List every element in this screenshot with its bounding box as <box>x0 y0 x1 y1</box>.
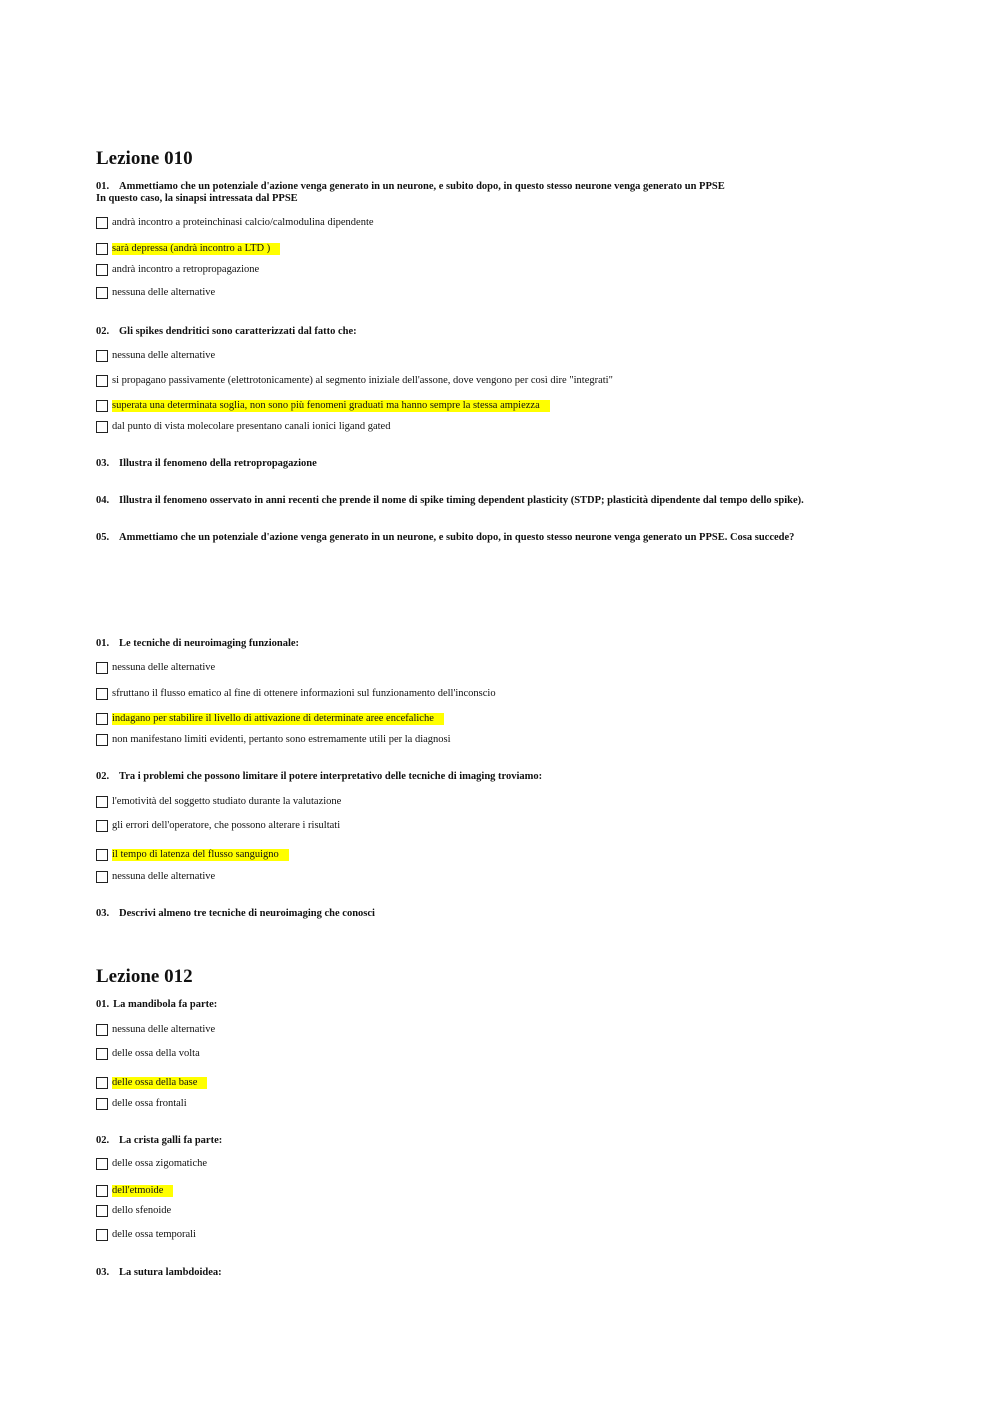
checkbox[interactable] <box>96 688 108 700</box>
checkbox[interactable] <box>96 1024 108 1036</box>
question-text: Gli spikes dendritici sono caratterizzati dal fatto che: <box>119 326 357 337</box>
checkbox[interactable] <box>96 1205 108 1217</box>
option-text: nessuna delle alternative <box>112 287 216 298</box>
question-number: 01. <box>96 638 110 649</box>
question-text: Tra i problemi che possono limitare il potere interpretativo delle tecniche di imaging troviamo: <box>119 771 543 782</box>
option-text: dello sfenoide <box>112 1205 172 1216</box>
checkbox[interactable] <box>96 871 108 883</box>
option-text: nessuna delle alternative <box>112 350 216 361</box>
checkbox[interactable] <box>96 243 108 255</box>
option-text: gli errori dell'operatore, che possono alterare i risultati <box>112 820 341 831</box>
question-number: 05. <box>96 532 110 543</box>
checkbox[interactable] <box>96 350 108 362</box>
answer-option-highlighted[interactable] <box>96 242 280 256</box>
question-text: La crista galli fa parte: <box>119 1135 223 1146</box>
answer-option[interactable] <box>96 286 217 300</box>
option-text: delle ossa zigomatiche <box>112 1158 208 1169</box>
option-text: delle ossa frontali <box>112 1098 187 1109</box>
question-heading <box>96 1135 222 1147</box>
lesson-title: Lezione 012 <box>96 966 193 987</box>
question-heading <box>96 181 725 193</box>
checkbox[interactable] <box>96 1048 108 1060</box>
answer-option[interactable] <box>96 1157 209 1171</box>
checkbox[interactable] <box>96 662 108 674</box>
checkbox[interactable] <box>96 849 108 861</box>
answer-option[interactable] <box>96 661 217 675</box>
checkbox[interactable] <box>96 1185 108 1197</box>
question-heading <box>96 458 317 470</box>
option-text: nessuna delle alternative <box>112 871 216 882</box>
question-number: 01. <box>96 999 110 1010</box>
question-text: Illustra il fenomeno osservato in anni recenti che prende il nome di spike timing dependent plasticity (STDP; plasticità dipendente dal tempo dello spike). <box>119 495 804 506</box>
answer-option[interactable] <box>96 795 343 809</box>
question-heading <box>96 999 217 1011</box>
question-heading <box>96 495 804 507</box>
checkbox[interactable] <box>96 820 108 832</box>
answer-option[interactable] <box>96 374 615 388</box>
checkbox[interactable] <box>96 1229 108 1241</box>
answer-option[interactable] <box>96 819 342 833</box>
checkbox[interactable] <box>96 734 108 746</box>
option-text: non manifestano limiti evidenti, pertanto sono estremamente utili per la diagnosi <box>112 734 451 745</box>
option-text: andrà incontro a proteinchinasi calcio/calmodulina dipendente <box>112 217 374 228</box>
question-heading <box>96 638 299 650</box>
lesson-title: Lezione 010 <box>96 148 193 169</box>
answer-option[interactable] <box>96 1228 198 1242</box>
question-number: 03. <box>96 908 110 919</box>
option-text: il tempo di latenza del flusso sanguigno <box>112 849 289 861</box>
option-text: l'emotività del soggetto studiato durante la valutazione <box>112 796 342 807</box>
question-heading <box>96 1267 222 1279</box>
answer-option-highlighted[interactable] <box>96 848 289 862</box>
checkbox[interactable] <box>96 1077 108 1089</box>
answer-option[interactable] <box>96 733 453 747</box>
question-subtext: In questo caso, la sinapsi intressata dal PPSE <box>96 193 298 204</box>
answer-option[interactable] <box>96 687 498 701</box>
option-text: dal punto di vista molecolare presentano canali ionici ligand gated <box>112 421 391 432</box>
checkbox[interactable] <box>96 400 108 412</box>
question-number: 02. <box>96 1135 110 1146</box>
checkbox[interactable] <box>96 217 108 229</box>
option-text: sfruttano il flusso ematico al fine di ottenere informazioni sul funzionamento dell'inconscio <box>112 688 496 699</box>
option-text: delle ossa della base <box>112 1077 207 1089</box>
checkbox[interactable] <box>96 375 108 387</box>
checkbox[interactable] <box>96 264 108 276</box>
question-number: 02. <box>96 771 110 782</box>
checkbox[interactable] <box>96 796 108 808</box>
option-text: si propagano passivamente (elettrotonicamente) al segmento iniziale dell'assone, dove vengono per così dire "integrati" <box>112 375 613 386</box>
answer-option[interactable] <box>96 216 376 230</box>
question-heading <box>96 908 375 920</box>
answer-option[interactable] <box>96 420 392 434</box>
answer-option[interactable] <box>96 349 217 363</box>
answer-option[interactable] <box>96 1097 189 1111</box>
question-text: Descrivi almeno tre tecniche di neuroimaging che conosci <box>119 908 375 919</box>
answer-option-highlighted[interactable] <box>96 1076 207 1090</box>
question-text: La sutura lambdoidea: <box>119 1267 222 1278</box>
answer-option[interactable] <box>96 1023 217 1037</box>
option-text: andrà incontro a retropropagazione <box>112 264 260 275</box>
question-heading <box>96 532 794 544</box>
option-text: delle ossa temporali <box>112 1229 196 1240</box>
option-text: delle ossa della volta <box>112 1048 200 1059</box>
question-number: 03. <box>96 1267 110 1278</box>
question-text: Le tecniche di neuroimaging funzionale: <box>119 638 300 649</box>
answer-option[interactable] <box>96 1204 173 1218</box>
checkbox[interactable] <box>96 1098 108 1110</box>
answer-option[interactable] <box>96 263 261 277</box>
option-text: nessuna delle alternative <box>112 662 216 673</box>
answer-option-highlighted[interactable] <box>96 1184 173 1198</box>
question-text: La mandibola fa parte: <box>113 999 218 1010</box>
question-heading <box>96 771 542 783</box>
answer-option-highlighted[interactable] <box>96 712 444 726</box>
question-heading <box>96 326 357 338</box>
checkbox[interactable] <box>96 713 108 725</box>
answer-option[interactable] <box>96 1047 202 1061</box>
option-text: sarà depressa (andrà incontro a LTD ) <box>112 243 280 255</box>
answer-option-highlighted[interactable] <box>96 399 550 413</box>
question-number: 02. <box>96 326 110 337</box>
option-text: dell'etmoide <box>112 1185 173 1197</box>
checkbox[interactable] <box>96 287 108 299</box>
option-text: superata una determinata soglia, non sono più fenomeni graduati ma hanno sempre la stessa ampiezza <box>112 400 550 412</box>
question-number: 04. <box>96 495 110 506</box>
checkbox[interactable] <box>96 421 108 433</box>
question-text: Illustra il fenomeno della retropropagazione <box>119 458 317 469</box>
question-text: Ammettiamo che un potenziale d'azione venga generato in un neurone, e subito dopo, in questo stesso neurone venga generato un PPSE <box>119 181 725 192</box>
question-number: 01. <box>96 181 110 192</box>
option-text: nessuna delle alternative <box>112 1024 216 1035</box>
option-text: indagano per stabilire il livello di attivazione di determinate aree encefaliche <box>112 713 444 725</box>
question-number: 03. <box>96 458 110 469</box>
answer-option[interactable] <box>96 870 217 884</box>
question-text: Ammettiamo che un potenziale d'azione venga generato in un neurone, e subito dopo, in questo stesso neurone venga generato un PPSE. Cosa succede? <box>119 532 795 543</box>
checkbox[interactable] <box>96 1158 108 1170</box>
